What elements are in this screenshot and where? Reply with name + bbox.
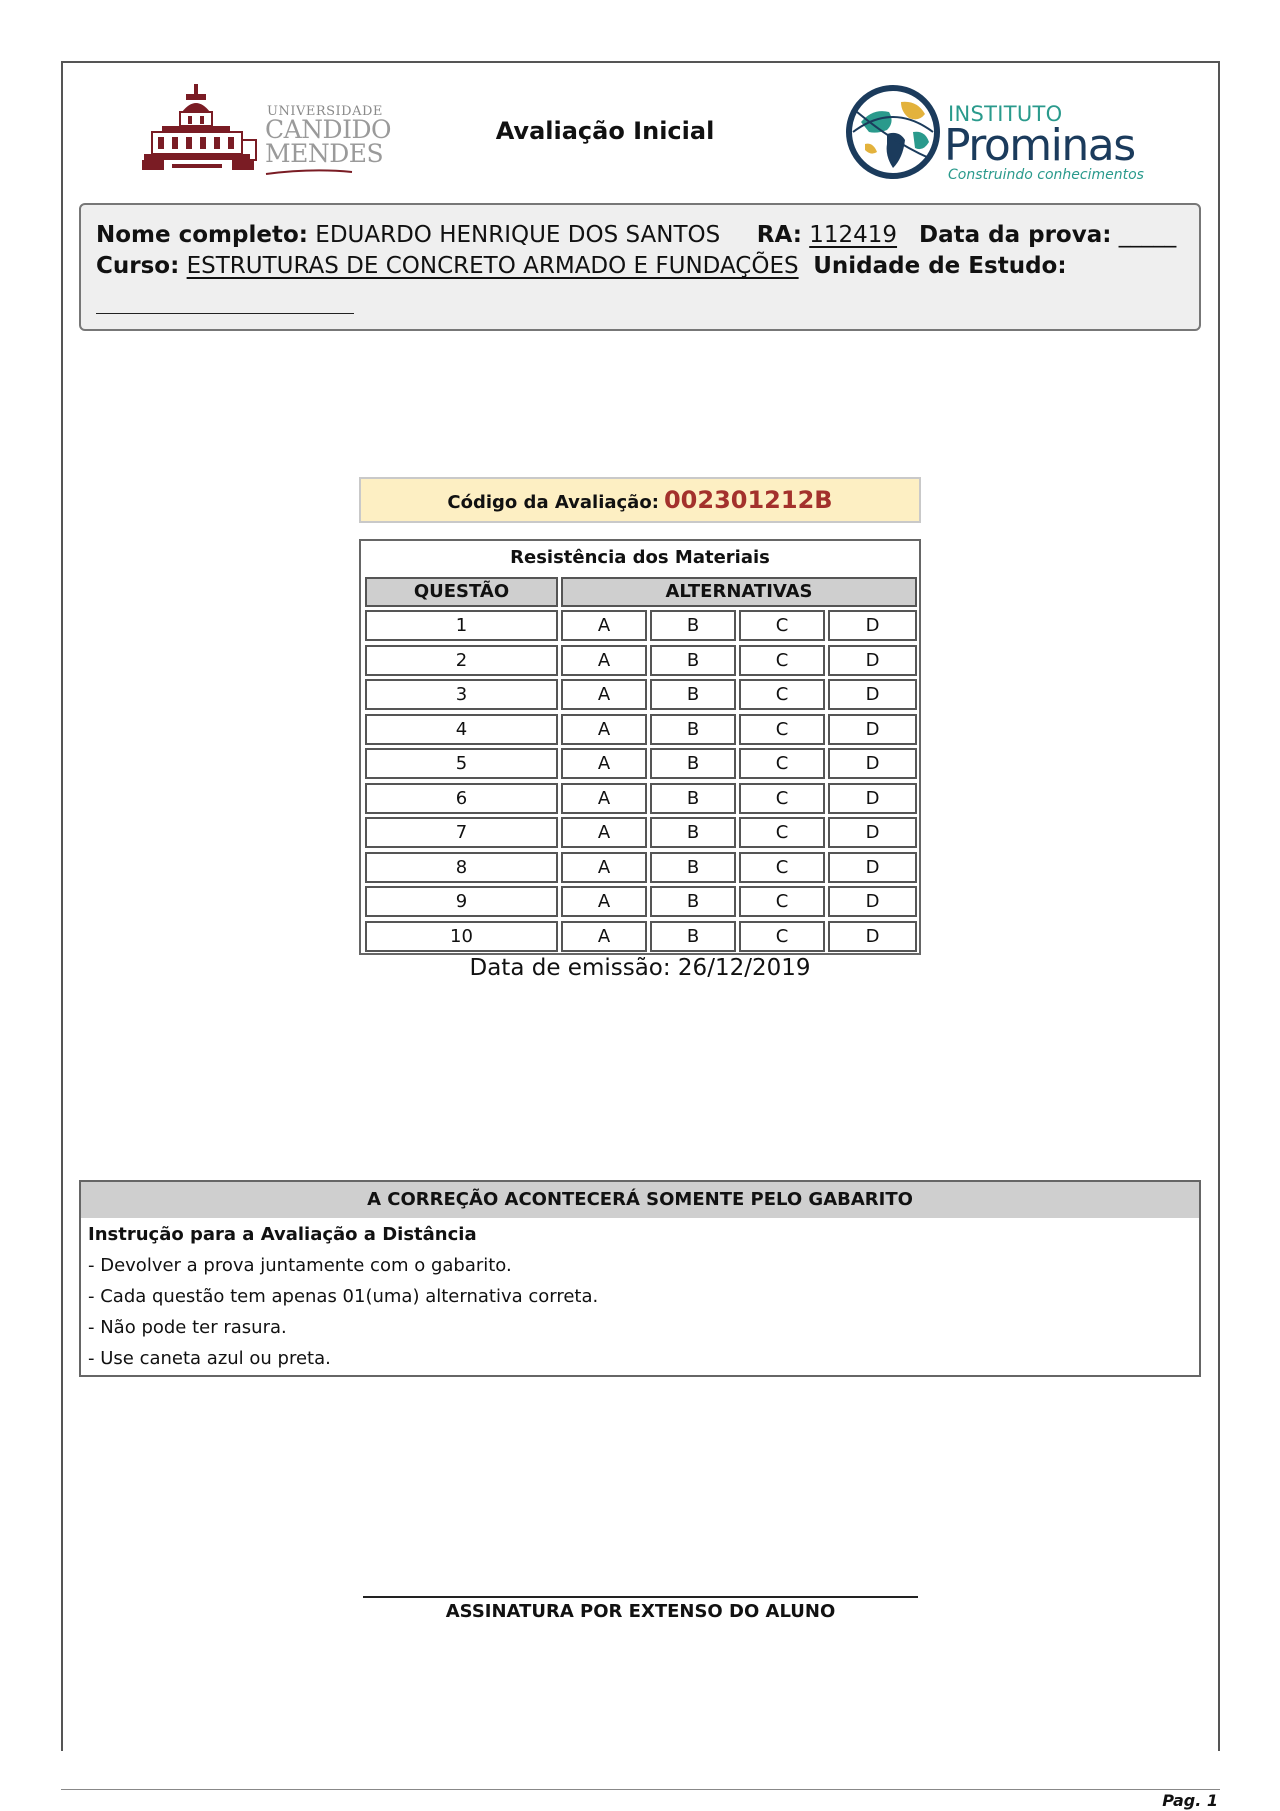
column-header-question: QUESTÃO	[365, 577, 558, 607]
question-number-cell: 1	[365, 610, 558, 641]
course-label: Curso:	[96, 253, 180, 279]
answer-option-a-q9[interactable]: A	[561, 886, 647, 917]
name-label: Nome completo:	[96, 222, 308, 248]
answer-option-b-q3[interactable]: B	[650, 679, 736, 710]
answer-option-a-q2[interactable]: A	[561, 645, 647, 676]
code-label: Código da Avaliação:	[447, 492, 659, 513]
answer-option-a-q3[interactable]: A	[561, 679, 647, 710]
question-number-cell: 4	[365, 714, 558, 745]
answer-option-c-q3[interactable]: C	[739, 679, 825, 710]
ra-label: RA:	[756, 222, 802, 248]
answer-option-b-q2[interactable]: B	[650, 645, 736, 676]
signature-label: ASSINATURA POR EXTENSO DO ALUNO	[445, 1601, 836, 1622]
logo-text-mendes: MENDES	[265, 139, 384, 168]
instructions-title: Instrução para a Avaliação a Distância	[88, 1224, 477, 1245]
logo-text-instituto: INSTITUTO	[948, 102, 1063, 126]
answer-option-a-q7[interactable]: A	[561, 817, 647, 848]
code-value: 002301212B	[663, 486, 833, 514]
answer-option-c-q10[interactable]: C	[739, 921, 825, 952]
answer-option-a-q6[interactable]: A	[561, 783, 647, 814]
answer-option-d-q2[interactable]: D	[828, 645, 917, 676]
answer-option-b-q1[interactable]: B	[650, 610, 736, 641]
course-value: ESTRUTURAS DE CONCRETO ARMADO E FUNDAÇÕES	[186, 253, 799, 279]
unit-blank-line	[96, 313, 354, 314]
column-header-alternatives: ALTERNATIVAS	[561, 577, 917, 607]
student-name: EDUARDO HENRIQUE DOS SANTOS	[315, 222, 721, 248]
question-number-cell: 9	[365, 886, 558, 917]
logo-text-candido: CANDIDO	[265, 115, 392, 144]
answer-option-d-q7[interactable]: D	[828, 817, 917, 848]
logo-text-prominas: Prominas	[944, 120, 1135, 171]
student-line-1	[96, 222, 1176, 248]
answer-option-c-q1[interactable]: C	[739, 610, 825, 641]
answer-option-d-q5[interactable]: D	[828, 748, 917, 779]
answer-option-a-q8[interactable]: A	[561, 852, 647, 883]
answer-option-a-q10[interactable]: A	[561, 921, 647, 952]
answer-option-b-q9[interactable]: B	[650, 886, 736, 917]
page-title: Avaliação Inicial	[495, 117, 715, 145]
instruction-item: - Use caneta azul ou preta.	[88, 1348, 331, 1369]
answer-option-b-q10[interactable]: B	[650, 921, 736, 952]
instruction-item: - Devolver a prova juntamente com o gabarito.	[88, 1255, 512, 1276]
logo-text-universidade: UNIVERSIDADE	[267, 104, 383, 119]
answer-option-d-q6[interactable]: D	[828, 783, 917, 814]
answer-option-c-q5[interactable]: C	[739, 748, 825, 779]
answer-option-c-q9[interactable]: C	[739, 886, 825, 917]
date-label: Data da prova:	[918, 222, 1112, 248]
answer-option-c-q7[interactable]: C	[739, 817, 825, 848]
ra-value: 112419	[809, 222, 898, 248]
answer-option-c-q6[interactable]: C	[739, 783, 825, 814]
answer-option-d-q4[interactable]: D	[828, 714, 917, 745]
question-number-cell: 8	[365, 852, 558, 883]
instructions-box	[79, 1180, 1201, 1377]
question-number-cell: 3	[365, 679, 558, 710]
logo-tagline: Construindo conhecimentos	[948, 167, 1144, 183]
answer-option-b-q4[interactable]: B	[650, 714, 736, 745]
question-number-cell: 2	[365, 645, 558, 676]
instructions-header: A CORREÇÃO ACONTECERÁ SOMENTE PELO GABARITO	[81, 1182, 1199, 1218]
answer-option-d-q1[interactable]: D	[828, 610, 917, 641]
answer-option-b-q7[interactable]: B	[650, 817, 736, 848]
page-number: Pag. 1	[1162, 1791, 1218, 1810]
answer-option-c-q2[interactable]: C	[739, 645, 825, 676]
answer-option-d-q9[interactable]: D	[828, 886, 917, 917]
answer-option-d-q8[interactable]: D	[828, 852, 917, 883]
question-number-cell: 7	[365, 817, 558, 848]
logo-text-name	[265, 115, 392, 168]
student-line-2	[96, 253, 1067, 279]
unit-label: Unidade de Estudo:	[813, 253, 1067, 279]
signature-line	[363, 1596, 918, 1598]
answer-option-b-q5[interactable]: B	[650, 748, 736, 779]
answer-option-b-q8[interactable]: B	[650, 852, 736, 883]
evaluation-code-box	[359, 477, 921, 523]
answer-option-a-q1[interactable]: A	[561, 610, 647, 641]
footer-divider	[61, 1789, 1220, 1790]
question-number-cell: 5	[365, 748, 558, 779]
answer-option-c-q8[interactable]: C	[739, 852, 825, 883]
answer-option-a-q5[interactable]: A	[561, 748, 647, 779]
instruction-item: - Não pode ter rasura.	[88, 1317, 287, 1338]
answer-option-d-q3[interactable]: D	[828, 679, 917, 710]
instruction-item: - Cada questão tem apenas 01(uma) alternativa correta.	[88, 1286, 599, 1307]
emission-date: Data de emissão: 26/12/2019	[469, 955, 811, 981]
answer-option-c-q4[interactable]: C	[739, 714, 825, 745]
prominas-globe-logo	[843, 82, 943, 182]
question-number-cell: 6	[365, 783, 558, 814]
answer-sheet	[359, 539, 921, 955]
subject-title: Resistência dos Materiais	[510, 547, 770, 568]
question-number-cell: 10	[365, 921, 558, 952]
answer-option-d-q10[interactable]: D	[828, 921, 917, 952]
answer-option-b-q6[interactable]: B	[650, 783, 736, 814]
answer-option-a-q4[interactable]: A	[561, 714, 647, 745]
date-value: _____	[1118, 222, 1177, 248]
